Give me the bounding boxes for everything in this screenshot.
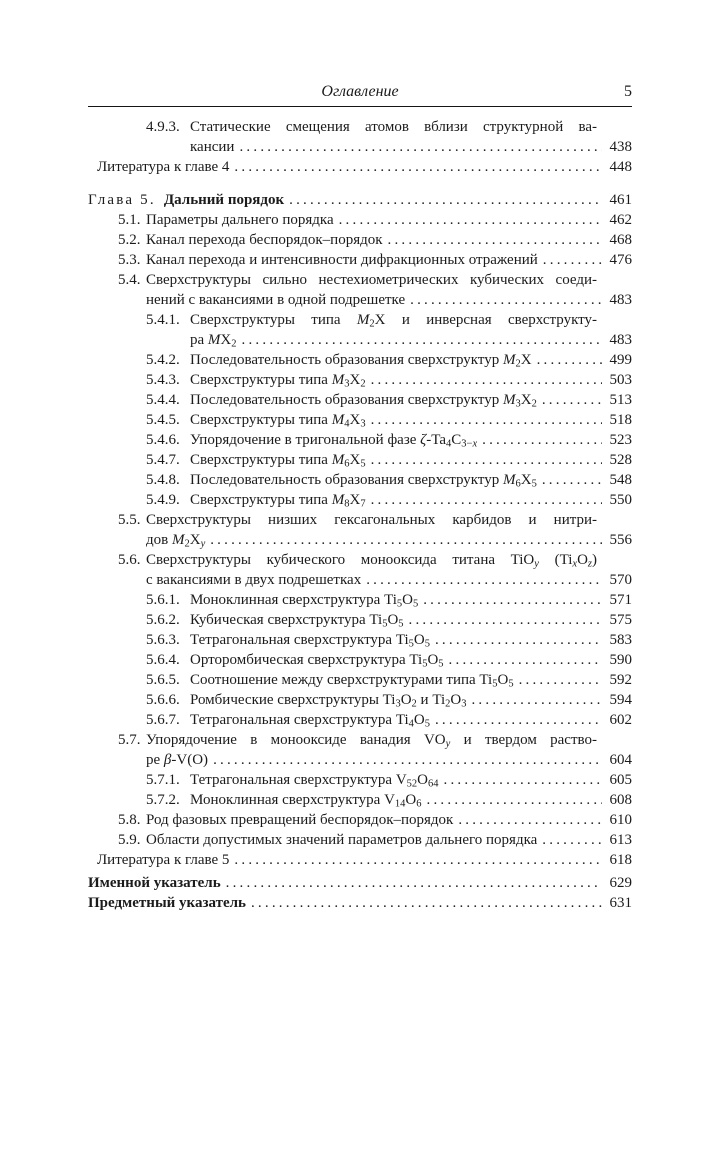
entry-page: 583 bbox=[609, 632, 632, 648]
entry-number: 5.4.6. bbox=[146, 432, 180, 448]
entry-title: Последовательность образования сверхструктур $M_3X_2$ bbox=[190, 392, 537, 410]
dot-leader bbox=[542, 470, 602, 490]
toc-entry-5-6-cont bbox=[88, 570, 632, 590]
entry-number: 5.4.4. bbox=[146, 392, 180, 408]
toc-entry-5-6-3 bbox=[88, 630, 632, 650]
toc-entry-5-4-2 bbox=[88, 350, 632, 370]
entry-page: 528 bbox=[609, 452, 632, 468]
toc-entry-5-8 bbox=[88, 810, 632, 830]
dot-leader bbox=[366, 570, 602, 590]
entry-page: 550 bbox=[609, 492, 632, 508]
toc-entry-4-9-3-cont bbox=[88, 137, 632, 157]
entry-number: 5.2. bbox=[118, 232, 141, 248]
toc-entry-name-index bbox=[88, 873, 632, 893]
entry-page: 610 bbox=[609, 812, 632, 828]
entry-title: Канал перехода беспорядок–порядок bbox=[146, 232, 383, 248]
entry-title: Ромбические сверхструктуры $Ti_3O_2$ и $Ti_2O_3$ bbox=[190, 692, 467, 710]
entry-title: Литература к главе 4 bbox=[97, 159, 230, 175]
entry-page: 448 bbox=[609, 159, 632, 175]
entry-title: Соотношение между сверхструктурами типа $Ti_5O_5$ bbox=[190, 672, 514, 690]
toc-entry-5-4-7 bbox=[88, 450, 632, 470]
toc-entry-5-7-cont bbox=[88, 750, 632, 770]
running-header bbox=[88, 82, 632, 102]
entry-title: Орторомбическая сверхструктура $Ti_5O_5$ bbox=[190, 652, 444, 670]
toc-entry-5-6-2 bbox=[88, 610, 632, 630]
entry-number: 5.6.5. bbox=[146, 672, 180, 688]
toc-entry-5-4-9 bbox=[88, 490, 632, 510]
entry-page: 499 bbox=[609, 352, 632, 368]
entry-title: Кубическая сверхструктура $Ti_5O_5$ bbox=[190, 612, 404, 630]
dot-leader bbox=[371, 450, 602, 470]
toc-entry-5-4-3 bbox=[88, 370, 632, 390]
toc-entry-chapter-5 bbox=[88, 190, 632, 210]
entry-page: 571 bbox=[609, 592, 632, 608]
entry-title: Статические смещения атомов вблизи структурной ва- bbox=[190, 119, 597, 135]
entry-page: 556 bbox=[609, 532, 632, 548]
entry-page: 594 bbox=[609, 692, 632, 708]
entry-page: 631 bbox=[609, 895, 632, 911]
entry-page: 438 bbox=[609, 139, 632, 155]
entry-number: 5.7.1. bbox=[146, 772, 180, 788]
toc-entry-5-6-6 bbox=[88, 690, 632, 710]
entry-page: 548 bbox=[609, 472, 632, 488]
header-rule bbox=[88, 106, 632, 107]
dot-leader bbox=[482, 430, 602, 450]
dot-leader bbox=[371, 410, 602, 430]
entry-number: 5.1. bbox=[118, 212, 141, 228]
toc-entry-4-9-3 bbox=[88, 117, 632, 137]
dot-leader bbox=[339, 210, 602, 230]
entry-number: 5.7.2. bbox=[146, 792, 180, 808]
dot-leader bbox=[234, 850, 602, 870]
toc-entry-5-6-4 bbox=[88, 650, 632, 670]
entry-page: 518 bbox=[609, 412, 632, 428]
dot-leader bbox=[519, 670, 602, 690]
entry-title-continuation: дов $M_2X_y$ bbox=[146, 532, 206, 550]
entry-page: 590 bbox=[609, 652, 632, 668]
entry-page: 613 bbox=[609, 832, 632, 848]
toc-entry-5-7 bbox=[88, 730, 632, 750]
header-page-number: 5 bbox=[624, 83, 632, 100]
entry-number: 5.6.7. bbox=[146, 712, 180, 728]
entry-title: Сверхструктуры типа $M_4X_3$ bbox=[190, 412, 366, 430]
header-title: Оглавление bbox=[321, 83, 399, 100]
entry-page: 602 bbox=[609, 712, 632, 728]
book-page bbox=[0, 82, 720, 913]
entry-number: 5.6.6. bbox=[146, 692, 180, 708]
dot-leader bbox=[239, 137, 602, 157]
entry-title: Упорядочение в тригональной фазе $\zeta-Ta_4C_{3-x}$ bbox=[190, 432, 478, 450]
entry-title: Сверхструктуры типа $M_6X_5$ bbox=[190, 452, 366, 470]
dot-leader bbox=[435, 630, 602, 650]
entry-page: 468 bbox=[609, 232, 632, 248]
entry-number: 5.6.1. bbox=[146, 592, 180, 608]
toc-entry-5-7-2 bbox=[88, 790, 632, 810]
toc-entry-subject-index bbox=[88, 893, 632, 913]
entry-title: Сверхструктуры типа $M_2X$ и инверсная сверхструкту- bbox=[190, 312, 598, 330]
toc-entry-5-4-8 bbox=[88, 470, 632, 490]
dot-leader bbox=[444, 770, 602, 790]
entry-number: 5.6.2. bbox=[146, 612, 180, 628]
entry-number: 5.4.1. bbox=[146, 312, 180, 328]
entry-title: Последовательность образования сверхструктур $M_6X_5$ bbox=[190, 472, 537, 490]
toc-entry-5-4-6 bbox=[88, 430, 632, 450]
toc-entry-5-4-5 bbox=[88, 410, 632, 430]
dot-leader bbox=[427, 790, 602, 810]
entry-title: Литература к главе 5 bbox=[97, 852, 230, 868]
entry-title: Род фазовых превращений беспорядок–порядок bbox=[146, 812, 454, 828]
entry-page: 575 bbox=[609, 612, 632, 628]
entry-page: 503 bbox=[609, 372, 632, 388]
entry-number: 5.7. bbox=[118, 732, 141, 748]
entry-page: 483 bbox=[609, 292, 632, 308]
toc-entry-5-4-1 bbox=[88, 310, 632, 330]
entry-number: 5.8. bbox=[118, 812, 141, 828]
dot-leader bbox=[251, 893, 602, 913]
toc-entry-5-6-1 bbox=[88, 590, 632, 610]
entry-title: Тетрагональная сверхструктура $Ti_5O_5$ bbox=[190, 632, 430, 650]
entry-title: Сверхструктуры кубического монооксида титана TiO$_y$ $(Ti_xO_z)$ bbox=[146, 552, 597, 570]
toc-entry-5-6-5 bbox=[88, 670, 632, 690]
entry-page: 462 bbox=[609, 212, 632, 228]
dot-leader bbox=[543, 250, 602, 270]
entry-page: 608 bbox=[609, 792, 632, 808]
entry-title-continuation: нений с вакансиями в одной подрешетке bbox=[146, 292, 406, 308]
dot-leader bbox=[542, 830, 602, 850]
entry-number: 5.4.2. bbox=[146, 352, 180, 368]
toc-entry-5-3 bbox=[88, 250, 632, 270]
entry-page: 605 bbox=[609, 772, 632, 788]
toc-entry-5-6-7 bbox=[88, 710, 632, 730]
entry-page: 483 bbox=[609, 332, 632, 348]
dot-leader bbox=[371, 490, 602, 510]
toc-entry-5-2 bbox=[88, 230, 632, 250]
toc-entry-5-4 bbox=[88, 270, 632, 290]
entry-title: Области допустимых значений параметров дальнего порядка bbox=[146, 832, 538, 848]
dot-leader bbox=[537, 350, 602, 370]
toc-entry-5-4-4 bbox=[88, 390, 632, 410]
entry-number: 5.4.8. bbox=[146, 472, 180, 488]
dot-leader bbox=[210, 530, 602, 550]
entry-number: 5.6.4. bbox=[146, 652, 180, 668]
entry-title: Сверхструктуры сильно нестехиометрических кубических соеди- bbox=[146, 272, 597, 288]
entry-page: 618 bbox=[609, 852, 632, 868]
entry-title: Последовательность образования сверхструктур $M_2X$ bbox=[190, 352, 532, 370]
entry-title-continuation: кансии bbox=[190, 139, 235, 155]
entry-page: 592 bbox=[609, 672, 632, 688]
chapter-title: Дальний порядок bbox=[163, 192, 285, 208]
entry-title: Сверхструктуры низших гексагональных карбидов и нитри- bbox=[146, 512, 597, 528]
dot-leader bbox=[471, 690, 602, 710]
dot-leader bbox=[242, 330, 602, 350]
entry-page: 570 bbox=[609, 572, 632, 588]
table-of-contents bbox=[88, 117, 632, 913]
entry-page: 476 bbox=[609, 252, 632, 268]
dot-leader bbox=[410, 290, 602, 310]
entry-number: 5.4.3. bbox=[146, 372, 180, 388]
entry-title: Тетрагональная сверхструктура $V_{52}O_{64}$ bbox=[190, 772, 439, 790]
toc-entry-5-9 bbox=[88, 830, 632, 850]
entry-title: Тетрагональная сверхструктура $Ti_4O_5$ bbox=[190, 712, 430, 730]
entry-number: 5.4.5. bbox=[146, 412, 180, 428]
toc-entry-5-4-cont bbox=[88, 290, 632, 310]
entry-number: 5.4.7. bbox=[146, 452, 180, 468]
dot-leader bbox=[435, 710, 602, 730]
dot-leader bbox=[234, 157, 602, 177]
dot-leader bbox=[226, 873, 602, 893]
toc-entry-literature-ch4 bbox=[88, 157, 632, 177]
toc-entry-5-5 bbox=[88, 510, 632, 530]
dot-leader bbox=[423, 590, 602, 610]
entry-number: 5.3. bbox=[118, 252, 141, 268]
entry-page: 513 bbox=[609, 392, 632, 408]
entry-title-continuation: ра $MX_2$ bbox=[190, 332, 237, 350]
dot-leader bbox=[449, 650, 602, 670]
dot-leader bbox=[213, 750, 602, 770]
entry-number: 5.9. bbox=[118, 832, 141, 848]
entry-title: Упорядочение в монооксиде ванадия $VO_y$ и твердом раство- bbox=[146, 732, 597, 750]
entry-page: 461 bbox=[609, 192, 632, 208]
entry-title: Моноклинная сверхструктура $Ti_5O_5$ bbox=[190, 592, 419, 610]
toc-entry-5-6 bbox=[88, 550, 632, 570]
entry-title-continuation: с вакансиями в двух подрешетках bbox=[146, 572, 362, 588]
entry-title: Сверхструктуры типа $M_3X_2$ bbox=[190, 372, 366, 390]
entry-title: Параметры дальнего порядка bbox=[146, 212, 334, 228]
entry-title: Канал перехода и интенсивности дифракционных отражений bbox=[146, 252, 538, 268]
entry-number: 4.9.3. bbox=[146, 119, 180, 135]
toc-entry-5-1 bbox=[88, 210, 632, 230]
toc-entry-5-7-1 bbox=[88, 770, 632, 790]
entry-number: 5.6. bbox=[118, 552, 141, 568]
dot-leader bbox=[388, 230, 602, 250]
chapter-number: Глава 5. bbox=[88, 192, 156, 208]
entry-title: Сверхструктуры типа $M_8X_7$ bbox=[190, 492, 366, 510]
entry-number: 5.4.9. bbox=[146, 492, 180, 508]
dot-leader bbox=[542, 390, 602, 410]
toc-entry-5-4-1-cont bbox=[88, 330, 632, 350]
entry-page: 523 bbox=[609, 432, 632, 448]
dot-leader bbox=[409, 610, 602, 630]
entry-title: Именной указатель bbox=[88, 875, 221, 891]
dot-leader bbox=[458, 810, 602, 830]
entry-title: Моноклинная сверхструктура $V_{14}O_6$ bbox=[190, 792, 422, 810]
dot-leader bbox=[371, 370, 602, 390]
entry-number: 5.4. bbox=[118, 272, 141, 288]
entry-page: 604 bbox=[609, 752, 632, 768]
entry-title-continuation: ре β-V(O) bbox=[146, 752, 209, 768]
entry-page: 629 bbox=[609, 875, 632, 891]
entry-number: 5.6.3. bbox=[146, 632, 180, 648]
entry-title: Предметный указатель bbox=[88, 895, 246, 911]
toc-entry-5-5-cont bbox=[88, 530, 632, 550]
entry-number: 5.5. bbox=[118, 512, 141, 528]
toc-entry-literature-ch5 bbox=[88, 850, 632, 870]
dot-leader bbox=[289, 190, 602, 210]
